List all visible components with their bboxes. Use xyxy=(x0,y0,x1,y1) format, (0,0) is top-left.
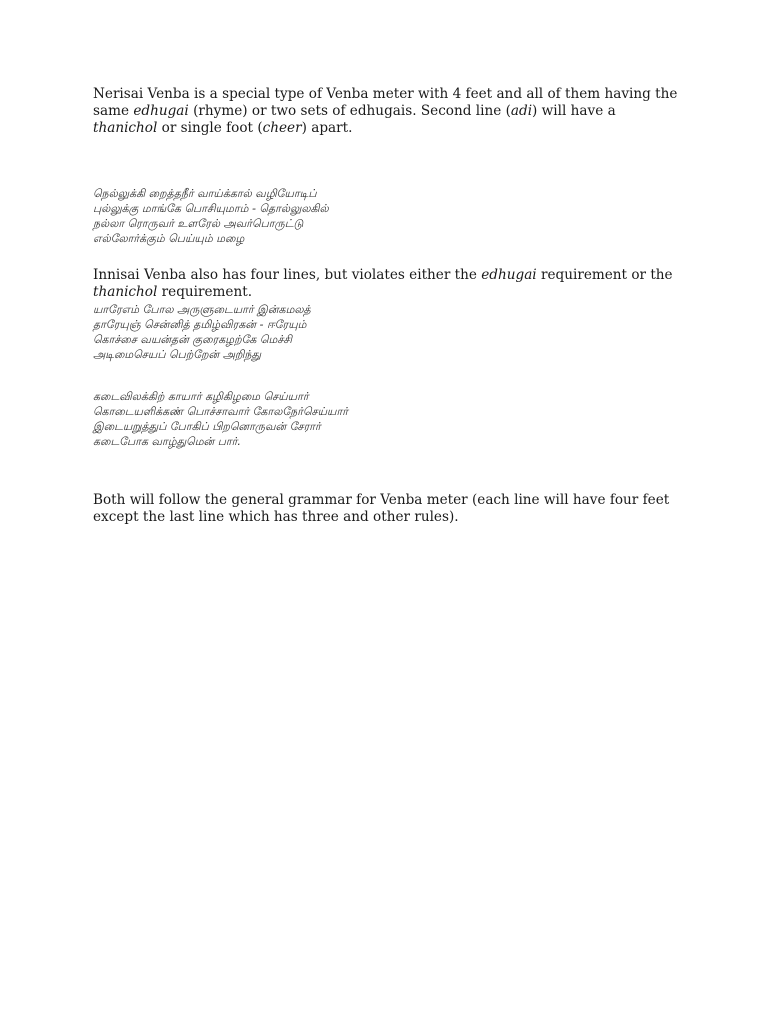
verse-line: நெல்லுக்கி றைத்தநீர் வாய்க்கால் வழியோடிப் xyxy=(93,187,317,200)
verse-line: யாரேஎம் போல அருளுடையார் இன்கமலத் xyxy=(93,303,311,316)
innisai-paragraph xyxy=(93,267,693,301)
verse-line: நல்லா ரொருவர் உளரேல் அவர்பொருட்டு xyxy=(93,217,304,230)
intro-text-4: or single foot ( xyxy=(157,120,263,136)
verse-line: தாரேயுஞ் சென்னித் தமிழ்விரகன் - ஈரேயும் xyxy=(93,318,307,331)
verse-line: எல்லோர்க்கும் பெய்யும் மழை xyxy=(93,232,245,245)
term-cheer: cheer xyxy=(262,120,302,136)
innisai-verse-1 xyxy=(93,302,693,362)
intro-text-5: ) apart. xyxy=(301,120,353,136)
nerisai-verse xyxy=(93,186,693,246)
term-edhugai: edhugai xyxy=(133,103,189,119)
verse-line: கடைவிலக்கிற் காயார் கழிகிழமை செய்யார் xyxy=(93,390,309,403)
verse-line: கடைபோக வாழ்துமென் பார். xyxy=(93,435,241,448)
para2-text-3: requirement. xyxy=(157,284,253,300)
term-edhugai: edhugai xyxy=(481,267,537,283)
term-thanichol: thanichol xyxy=(93,284,158,300)
verse-line: கொடையளிக்கண் பொச்சாவார் கோலநேர்செய்யார் xyxy=(93,405,348,418)
verse-line: இடையறுத்துப் போகிப் பிறனொருவன் சேரார் xyxy=(93,420,321,433)
verse-line: கொச்சை வயன்தன் குரைகழற்கே மெச்சி xyxy=(93,333,293,346)
grammar-paragraph: Both will follow the general grammar for Venba meter (each line will have four feet except the last line which has three and other rules). xyxy=(93,492,670,525)
document-page xyxy=(93,86,693,526)
para2-text-1: Innisai Venba also has four lines, but violates either the xyxy=(93,267,482,283)
verse-line: அடிமைசெயப் பெற்றேன் அறிந்து xyxy=(93,348,261,361)
intro-text-1: Nerisai Venba is a special type of Venba meter with 4 feet and all of them having the same xyxy=(93,86,678,119)
term-thanichol: thanichol xyxy=(93,120,158,136)
para2-text-2: requirement or the xyxy=(536,267,673,283)
intro-text-3: ) will have a xyxy=(532,103,616,119)
intro-paragraph xyxy=(93,86,693,137)
innisai-verse-2 xyxy=(93,389,693,449)
verse-line: புல்லுக்கு மாங்கே பொசியுமாம் - தொல்லுலகில் xyxy=(93,202,329,215)
intro-text-2: (rhyme) or two sets of edhugais. Second line ( xyxy=(188,103,511,119)
term-adi: adi xyxy=(510,103,533,119)
